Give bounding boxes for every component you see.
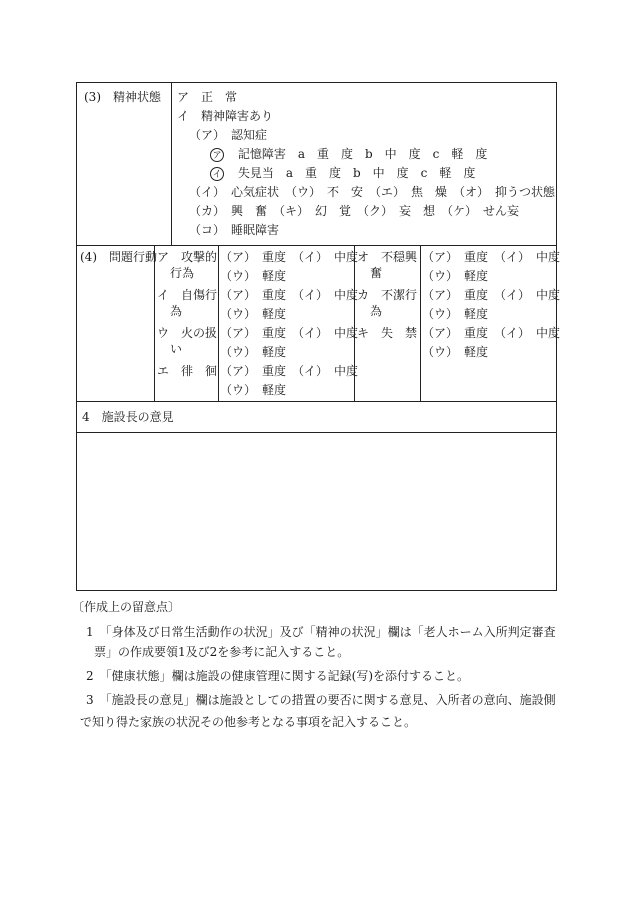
behavior-item-name: い — [170, 342, 183, 356]
disorientation-text: 失見当 a 重 度 b 中 度 c 軽 度 — [237, 166, 476, 180]
symptom-line: （イ） 心気症状 （ウ） 不 安 （エ） 焦 燥 （オ） 抑うつ状態 — [189, 185, 556, 199]
column-divider — [420, 245, 421, 401]
column-divider — [154, 245, 155, 401]
behavior-severity: （ウ） 軽度 — [422, 269, 489, 283]
behavior-item-name: 行為 — [170, 266, 195, 280]
behavior-severity: （ウ） 軽度 — [220, 345, 287, 359]
behavior-item-name: カ 不潔行 — [357, 288, 418, 302]
column-divider — [218, 245, 219, 401]
column-divider — [171, 82, 172, 245]
note-item: 票」の作成要領1及び2を参考に記入すること。 — [94, 645, 350, 659]
note-item: で知り得た家族の状況その他参考となる事項を記入すること。 — [80, 715, 417, 729]
behavior-severity: （ア） 重度 （イ） 中度 — [220, 364, 359, 378]
memory-impairment-row — [210, 145, 487, 163]
memory-impairment-text: 記憶障害 a 重 度 b 中 度 c 軽 度 — [237, 147, 488, 161]
behavior-item-name: オ 不穏興 — [357, 250, 418, 264]
behavior-severity: （ア） 重度 （イ） 中度 — [422, 326, 561, 340]
behavior-severity: （ア） 重度 （イ） 中度 — [220, 326, 359, 340]
disorientation-row — [210, 164, 475, 182]
row-divider — [76, 245, 557, 246]
director-opinion-label: 4 施設長の意見 — [82, 410, 174, 424]
behavior-severity: （ア） 重度 （イ） 中度 — [422, 250, 561, 264]
dementia-option: （ア） 認知症 — [189, 128, 268, 142]
behavior-item-name: ア 攻撃的 — [157, 250, 218, 264]
behavior-severity: （ウ） 軽度 — [422, 345, 489, 359]
behavior-severity: （ウ） 軽度 — [220, 269, 287, 283]
behavior-severity: （ウ） 軽度 — [220, 307, 287, 321]
circled-mark: イ — [210, 167, 224, 181]
note-item: 2 「健康状態」欄は施設の健康管理に関する記録(写)を添付すること。 — [86, 669, 470, 683]
behavior-item-name: 奮 — [370, 266, 383, 280]
behavior-item-name: キ 失 禁 — [357, 326, 418, 340]
symptom-line: （カ） 興 奮 （キ） 幻 覚 （ク） 妄 想 （ケ） せん妄 — [189, 204, 520, 218]
behavior-item-name: 為 — [170, 304, 183, 318]
behavior-severity: （ア） 重度 （イ） 中度 — [220, 250, 359, 264]
mental-disorder-option: イ 精神障害あり — [177, 109, 274, 123]
behavior-severity: （ア） 重度 （イ） 中度 — [422, 288, 561, 302]
row-divider — [76, 401, 557, 402]
mental-state-label: (3) 精神状態 — [84, 90, 161, 104]
problem-behavior-label: (4) 問題行動 — [80, 250, 157, 264]
behavior-item-name: 為 — [370, 304, 383, 318]
behavior-severity: （ウ） 軽度 — [422, 307, 489, 321]
director-opinion-field[interactable] — [77, 433, 556, 590]
note-item: 1 「身体及び日常生活動作の状況」及び「精神の状況」欄は「老人ホーム入所判定審査 — [86, 625, 556, 639]
behavior-item-name: エ 徘 徊 — [157, 364, 218, 378]
note-item: 3 「施設長の意見」欄は施設としての措置の要否に関する意見、入所者の意向、施設側 — [86, 693, 556, 707]
behavior-severity: （ウ） 軽度 — [220, 383, 287, 397]
notes-title: 〔作成上の留意点〕 — [72, 600, 181, 614]
behavior-severity: （ア） 重度 （イ） 中度 — [220, 288, 359, 302]
behavior-item-name: ウ 火の扱 — [157, 326, 218, 340]
symptom-line: （コ） 睡眠障害 — [189, 223, 280, 237]
normal-option: ア 正 常 — [177, 90, 238, 104]
circled-mark: ア — [210, 148, 224, 162]
behavior-item-name: イ 自傷行 — [157, 288, 218, 302]
